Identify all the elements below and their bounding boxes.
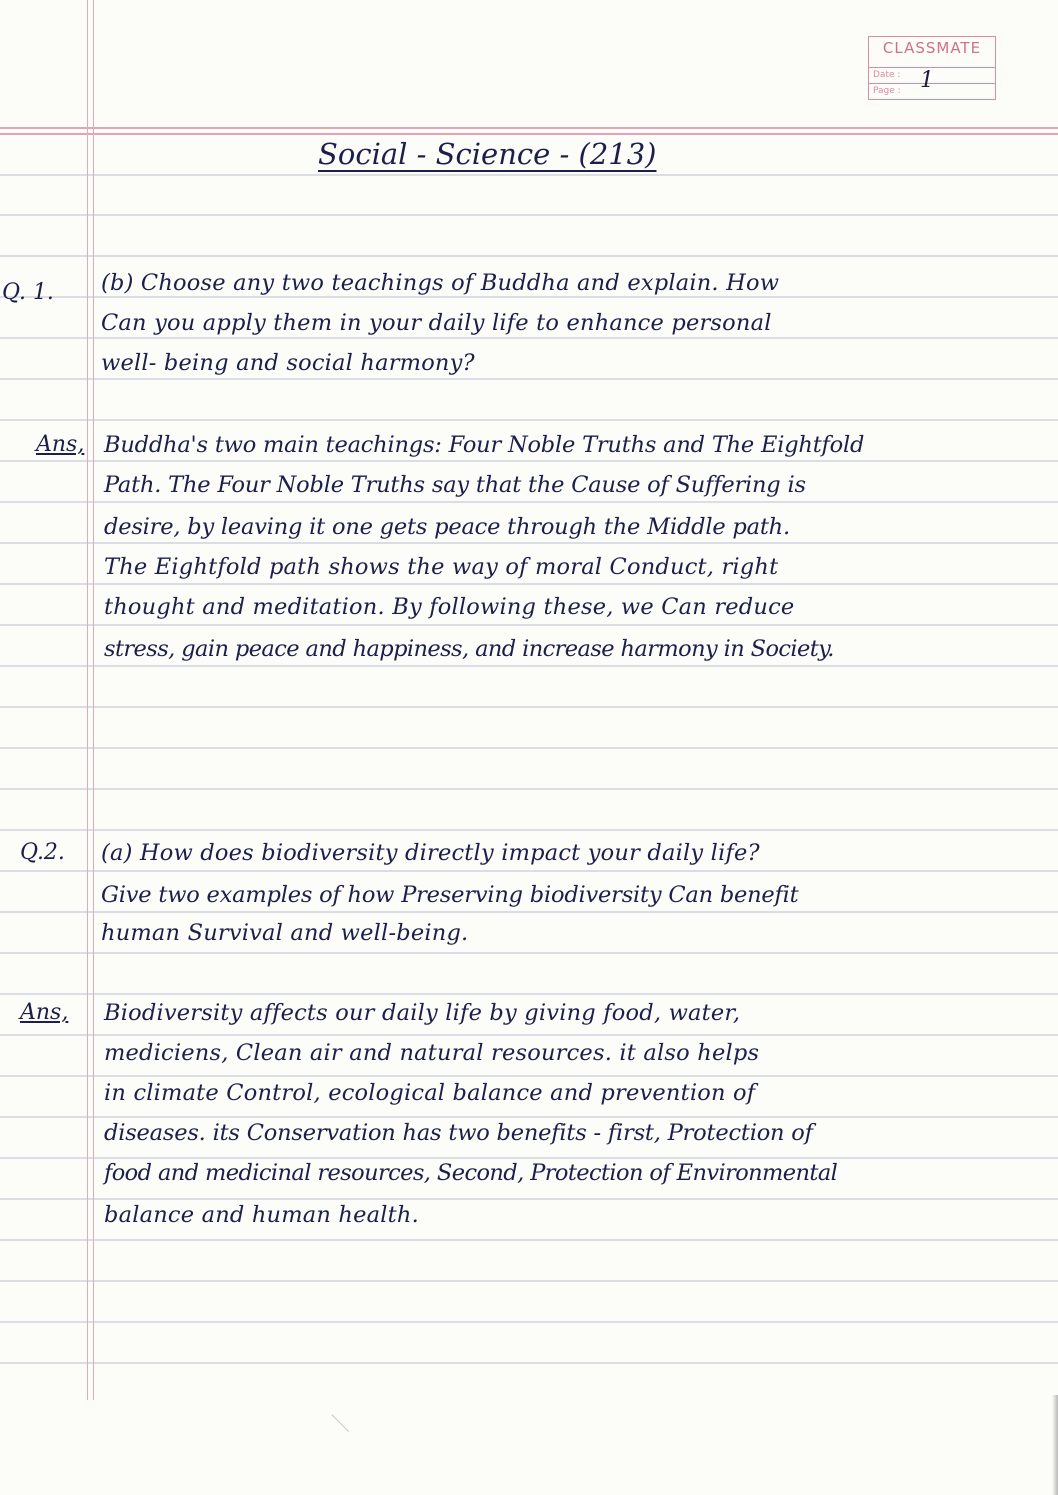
question-line: Can you apply them in your daily life to enhance personal xyxy=(101,310,772,336)
question-line: human Survival and well-being. xyxy=(101,920,469,946)
answer-line: in climate Control, ecological balance and prevention of xyxy=(104,1080,756,1106)
answer-line: diseases. its Conservation has two benefits - first, Protection of xyxy=(104,1120,813,1146)
answer-line: The Eightfold path shows the way of moral Conduct, right xyxy=(104,554,779,580)
answer-line: thought and meditation. By following these, we Can reduce xyxy=(104,594,795,620)
answer-label: Ans, xyxy=(20,1000,69,1025)
answer-line: food and medicinal resources, Second, Protection of Environmental xyxy=(104,1160,838,1186)
margin-line xyxy=(87,0,88,1400)
question-line: (a) How does biodiversity directly impact your daily life? xyxy=(101,840,760,866)
answer-line: balance and human health. xyxy=(104,1202,419,1228)
page-title: Social - Science - (213) xyxy=(318,137,657,171)
page-label: Page : xyxy=(873,86,901,96)
date-label: Date : xyxy=(873,70,901,80)
answer-label: Ans, xyxy=(36,432,85,457)
brand-name: CLASSMATE xyxy=(882,39,982,57)
question-label: Q.2. xyxy=(20,840,65,865)
answer-line: Biodiversity affects our daily life by giving food, water, xyxy=(104,1000,741,1026)
header-rule xyxy=(0,133,1058,135)
answer-line: stress, gain peace and happiness, and increase harmony in Society. xyxy=(104,636,834,662)
margin-line xyxy=(93,0,94,1400)
answer-line: Path. The Four Noble Truths say that the Cause of Suffering is xyxy=(104,472,806,498)
question-label: Q. 1. xyxy=(2,280,54,305)
answer-line: mediciens, Clean air and natural resources. it also helps xyxy=(104,1040,760,1066)
page-number: 1 xyxy=(920,68,934,93)
question-line: (b) Choose any two teachings of Buddha and explain. How xyxy=(101,270,780,296)
question-line: Give two examples of how Preserving biodiversity Can benefit xyxy=(101,882,799,908)
question-line: well- being and social harmony? xyxy=(101,350,475,376)
header-rule xyxy=(0,127,1058,129)
answer-line: Buddha's two main teachings: Four Noble Truths and The Eightfold xyxy=(104,432,865,458)
answer-line: desire, by leaving it one gets peace through the Middle path. xyxy=(104,514,790,540)
scan-edge-shadow xyxy=(1052,1395,1058,1495)
